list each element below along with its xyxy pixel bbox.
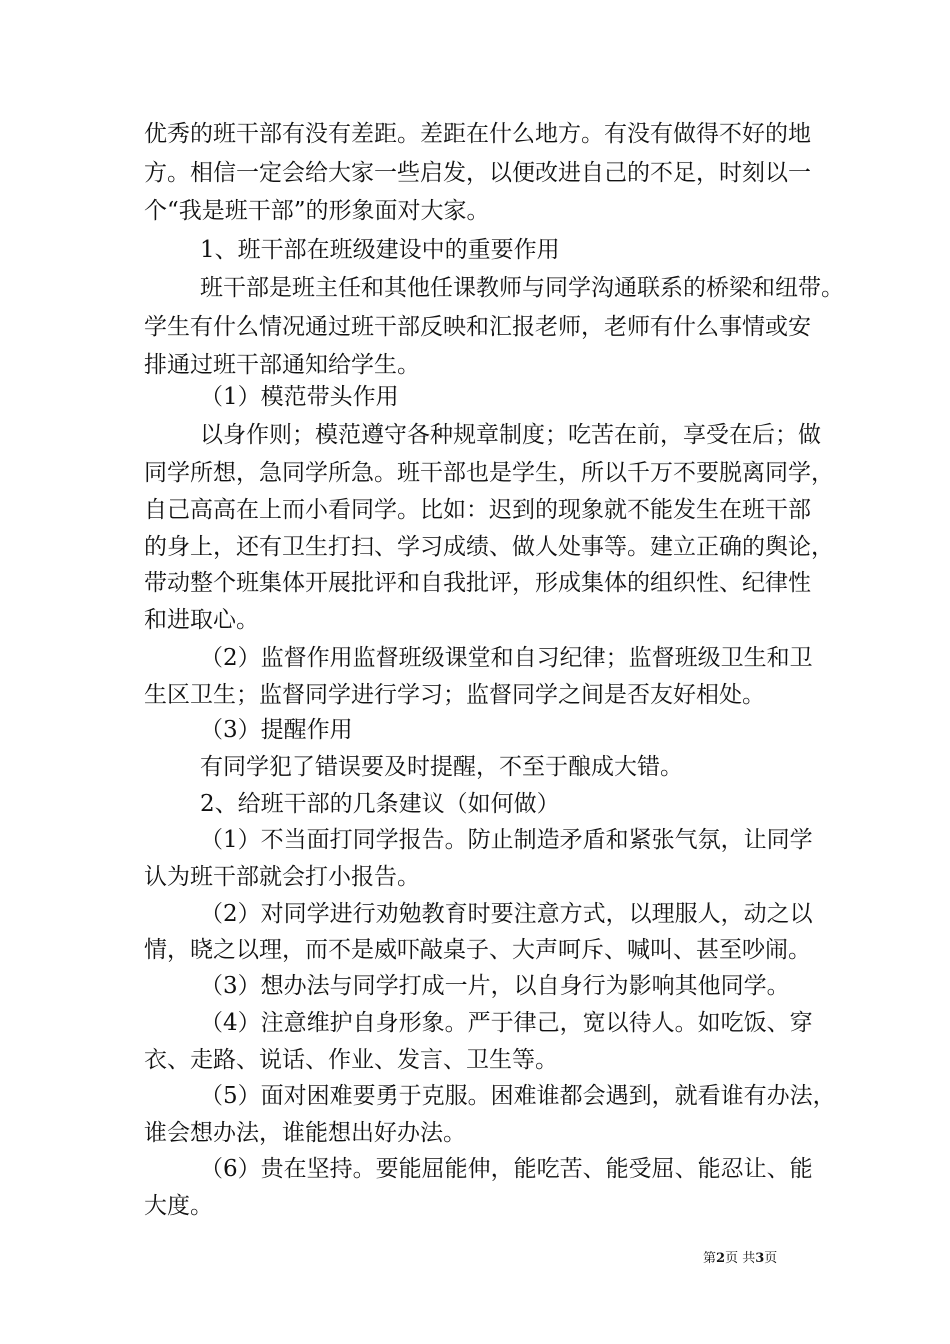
paragraph-line: 班干部是班主任和其他任课教师与同学沟通联系的桥梁和纽带。 — [200, 275, 844, 301]
footer-prefix: 第 — [703, 1251, 717, 1266]
list-item-line: （4）注意维护自身形象。严于律己，宽以待人。如吃饭、穿 — [200, 1010, 813, 1036]
footer-suffix: 页 — [764, 1251, 778, 1266]
paragraph-line: 的身上，还有卫生打扫、学习成绩、做人处事等。建立正确的舆论， — [144, 534, 834, 560]
list-item-line: 情，晓之以理，而不是威吓敲桌子、大声呵斥、喊叫、甚至吵闹。 — [144, 937, 811, 963]
footer-current-page: 2 — [716, 1251, 726, 1266]
paragraph-line: 方。相信一定会给大家一些启发，以便改进自己的不足，时刻以一 — [144, 160, 811, 186]
paragraph-line: 以身作则；模范遵守各种规章制度；吃苦在前，享受在后；做 — [200, 422, 821, 448]
section-heading: 1、班干部在班级建设中的重要作用 — [200, 237, 560, 263]
list-item-line: （2）对同学进行劝勉教育时要注意方式，以理服人，动之以 — [200, 901, 813, 927]
paragraph-line: 生区卫生；监督同学进行学习；监督同学之间是否友好相处。 — [144, 682, 765, 708]
paragraph-line: 同学所想，急同学所急。班干部也是学生，所以千万不要脱离同学， — [144, 460, 834, 486]
paragraph-line: 和进取心。 — [144, 607, 259, 633]
paragraph-line: 个“我是班干部”的形象面对大家。 — [144, 198, 490, 224]
section-heading: 2、给班干部的几条建议（如何做） — [200, 791, 560, 817]
list-item-line: （3）想办法与同学打成一片，以自身行为影响其他同学。 — [200, 973, 790, 999]
footer-total-pages: 3 — [755, 1251, 765, 1266]
subsection-heading: （3）提醒作用 — [200, 717, 353, 743]
list-item-line: （6）贵在坚持。要能屈能伸，能吃苦、能受屈、能忍让、能 — [200, 1156, 813, 1182]
list-item-line: （1）不当面打同学报告。防止制造矛盾和紧张气氛，让同学 — [200, 827, 813, 853]
list-item-line: 谁会想办法，谁能想出好办法。 — [144, 1120, 466, 1146]
paragraph-line: 优秀的班干部有没有差距。差距在什么地方。有没有做得不好的地 — [144, 121, 811, 147]
paragraph-line: 有同学犯了错误要及时提醒，不至于酿成大错。 — [200, 754, 683, 780]
list-item-line: 衣、走路、说话、作业、发言、卫生等。 — [144, 1047, 558, 1073]
paragraph-line: 带动整个班集体开展批评和自我批评，形成集体的组织性、纪律性 — [144, 570, 811, 596]
paragraph-line: 排通过班干部通知给学生。 — [144, 352, 420, 378]
list-item-line: （5）面对困难要勇于克服。困难谁都会遇到，就看谁有办法， — [200, 1083, 836, 1109]
page-footer — [703, 1249, 823, 1269]
paragraph-line: （2）监督作用监督班级课堂和自习纪律；监督班级卫生和卫 — [200, 645, 813, 671]
footer-middle: 页 共 — [725, 1251, 756, 1266]
paragraph-line: 自己高高在上而小看同学。比如：迟到的现象就不能发生在班干部 — [144, 497, 811, 523]
paragraph-line: 学生有什么情况通过班干部反映和汇报老师，老师有什么事情或安 — [144, 314, 811, 340]
subsection-heading: （1）模范带头作用 — [200, 384, 399, 410]
list-item-line: 认为班干部就会打小报告。 — [144, 864, 420, 890]
list-item-line: 大度。 — [144, 1193, 213, 1219]
